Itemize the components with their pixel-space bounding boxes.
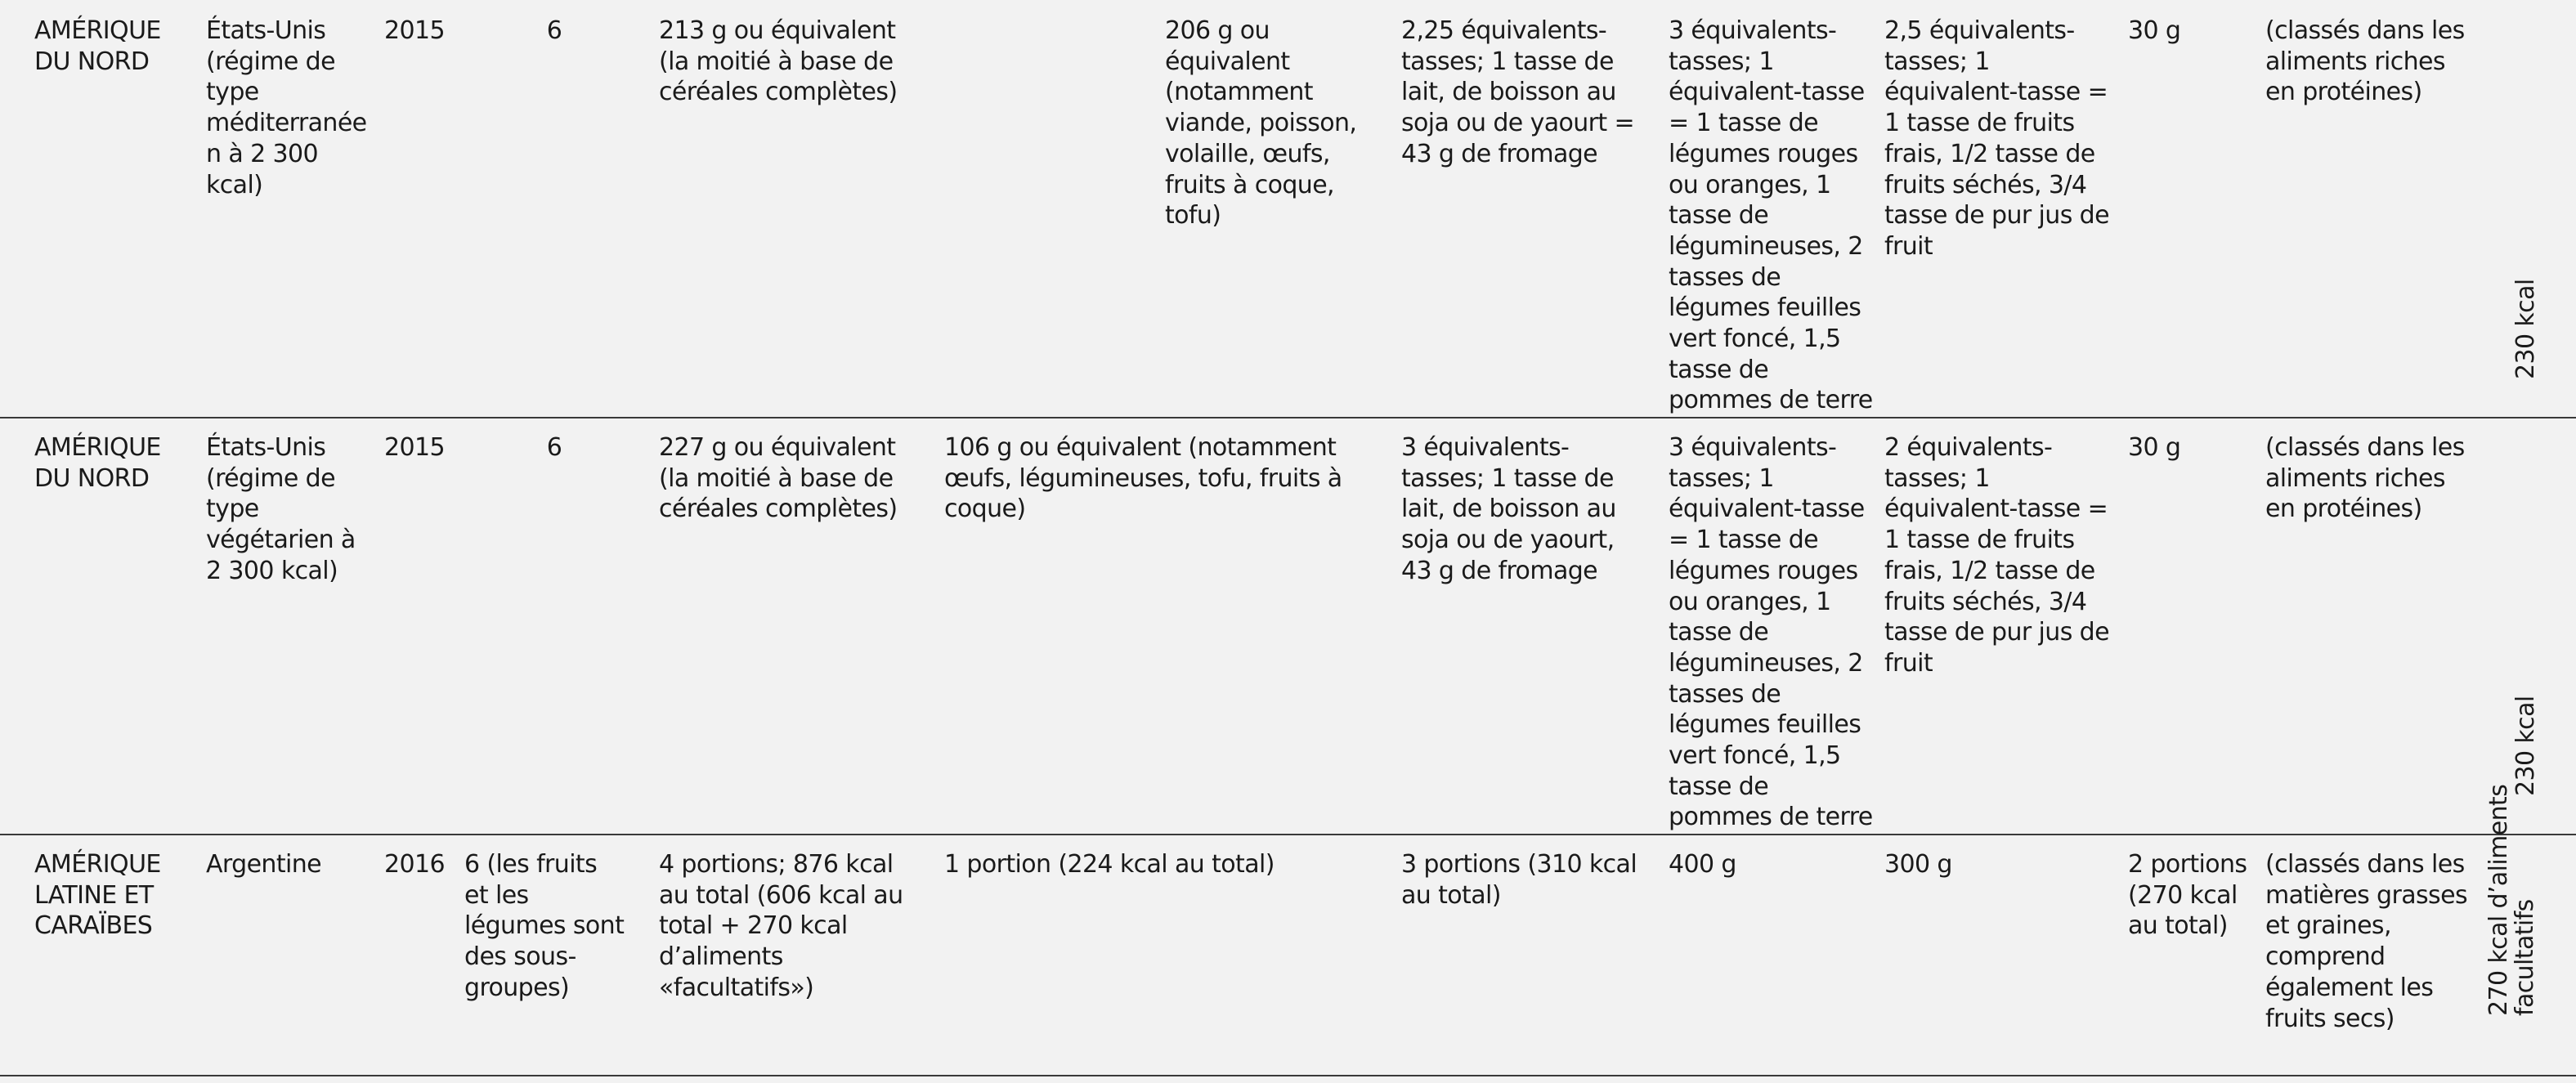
cell-proteins-a: 1 portion (224 kcal au total) — [944, 850, 1275, 879]
cell-nuts: (classés dans les aliments riches en protéines) — [2265, 433, 2465, 524]
cell-region: AMÉRIQUE LATINE ET CARAÏBES — [34, 850, 161, 941]
cell-optional — [2502, 0, 2551, 417]
cell-region: AMÉRIQUE DU NORD — [34, 433, 161, 493]
cell-region: AMÉRIQUE DU NORD — [34, 16, 161, 76]
cell-country: États-Unis (régime de type méditerranéen à 2 300 kcal) — [206, 16, 367, 199]
cell-country: États-Unis (régime de type végétarien à 2 300 kcal) — [206, 433, 356, 585]
cell-dairy: 2,25 équivalents-tasses; 1 tasse de lait, de boisson au soja ou de yaourt = 43 g de fromage — [1401, 16, 1635, 168]
cell-country: Argentine — [206, 850, 322, 879]
cell-proteins-b: 206 g ou équivalent (notamment viande, poisson, volaille, œufs, fruits à coque, tofu) — [1165, 16, 1357, 230]
cell-cereals: 227 g ou équivalent (la moitié à base de céréales complètes) — [659, 433, 898, 524]
cell-groups: 6 — [546, 433, 562, 462]
cell-cereals: 213 g ou équivalent (la moitié à base de céréales complètes) — [659, 16, 898, 107]
cell-fats: 2 portions (270 kcal au total) — [2128, 850, 2247, 941]
cell-nuts: (classés dans les matières grasses et graines, comprend également les fruits secs) — [2265, 850, 2467, 1033]
cell-dairy: 3 équivalents-tasses; 1 tasse de lait, de boisson au soja ou de yaourt, 43 g de fromage — [1401, 433, 1616, 585]
cell-year: 2015 — [384, 16, 445, 45]
cell-year: 2015 — [384, 433, 445, 462]
optional-text: 230 kcal — [2511, 696, 2540, 796]
table-row — [0, 0, 2576, 418]
cell-groups: 6 — [546, 16, 562, 45]
cell-fruits: 2 équivalents-tasses; 1 équivalent-tasse = 1 tasse de fruits frais, 1/2 tasse de fruits séchés, 3/4 tasse de pur jus de fruit — [1884, 433, 2109, 678]
cell-dairy: 3 portions (310 kcal au total) — [1401, 850, 1637, 910]
cell-cereals: 4 portions; 876 kcal au total (606 kcal au total + 270 kcal d’aliments «facultatifs») — [659, 850, 903, 1002]
cell-fruits: 300 g — [1884, 850, 1952, 879]
cell-year: 2016 — [384, 850, 445, 879]
table-row — [0, 784, 2576, 1076]
cell-vegetables: 3 équivalents-tasses; 1 équivalent-tasse = 1 tasse de légumes rouges ou oranges, 1 tasse de légumineuses, 2 tasses de légumes feuilles vert foncé, 1,5 tasse de pommes de terre — [1669, 433, 1873, 832]
cell-fats: 30 g — [2128, 16, 2181, 45]
cell-fruits: 2,5 équivalents-tasses; 1 équivalent-tasse = 1 tasse de fruits frais, 1/2 tasse de fruits séchés, 3/4 tasse de pur jus de fruit — [1884, 16, 2109, 261]
cell-fats: 30 g — [2128, 433, 2181, 462]
cell-optional — [2484, 784, 2571, 1075]
optional-text: 270 kcal d’aliments facultatifs — [2484, 784, 2539, 1016]
cell-proteins-a: 106 g ou équivalent (notamment œufs, légumineuses, tofu, fruits à coque) — [944, 433, 1342, 524]
cell-groups: 6 (les fruits et les légumes sont des sous-groupes) — [464, 850, 625, 1002]
cell-vegetables: 3 équivalents-tasses; 1 équivalent-tasse = 1 tasse de légumes rouges ou oranges, 1 tasse de légumineuses, 2 tasses de légumes feuilles vert foncé, 1,5 tasse de pommes de terre — [1669, 16, 1873, 415]
cell-vegetables: 400 g — [1669, 850, 1736, 879]
cell-nuts: (classés dans les aliments riches en protéines) — [2265, 16, 2465, 107]
table-row — [0, 417, 2576, 835]
optional-text: 230 kcal — [2511, 279, 2540, 379]
